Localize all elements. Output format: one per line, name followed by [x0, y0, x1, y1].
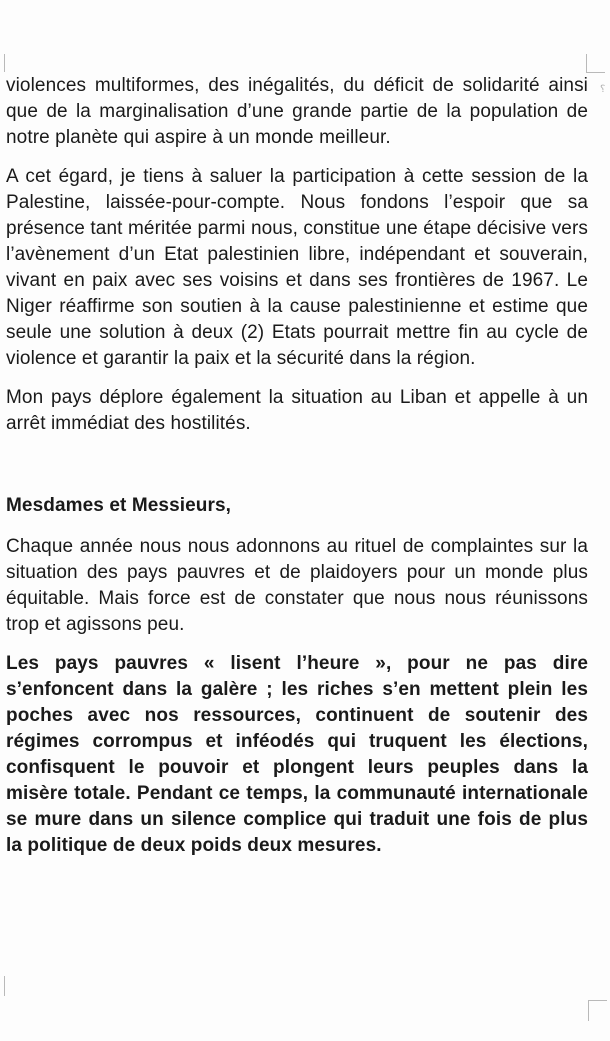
paragraph-complaintes: Chaque année nous nous adonnons au rituel de complaintes sur la situation des pays pauvres et de plaidoyers pour un monde plus équitable. Mais force est de constater que nous nous réunissons trop et agissons peu. [6, 536, 588, 635]
paragraph-violences: violences multiformes, des inégalités, du déficit de solidarité ainsi que de la marginalisation d’une grande partie de la population de notre planète qui aspire à un monde meilleur. [6, 75, 588, 148]
crop-mark-top-right [586, 54, 605, 73]
crop-mark-bottom-left [4, 976, 5, 996]
paragraph-palestine: A cet égard, je tiens à saluer la participation à cette session de la Palestine, laissée-pour-compte. Nous fondons l’espoir que sa présence tant méritée parmi nous, constitue une étape décisive vers l’avènement d’un Etat palestinien libre, indépendant et souverain, vivant en paix avec ses voisins et dans ses frontières de 1967. Le Niger réaffirme son soutien à la cause palestinienne et estime que seule une solution à deux (2) Etats pourrait mettre fin au cycle de violence et garantir la paix et la sécurité dans la région. [6, 166, 588, 369]
salutation-heading: Mesdames et Messieurs, [6, 495, 232, 516]
paragraph-pays-pauvres: Les pays pauvres « lisent l’heure », pour ne pas dire s’enfoncent dans la galère ; les riches s’en mettent plein les poches avec nos ressources, continuent de soutenir des régimes corrompus et inféodés qui truquent les élections, confisquent le pouvoir et plongent leurs peuples dans la misère totale. Pendant ce temps, la communauté internationale se mure dans un silence complice qui traduit une fois de plus la politique de deux poids deux mesures. [6, 653, 588, 856]
paragraph-liban: Mon pays déplore également la situation au Liban et appelle à un arrêt immédiat des hostilités. [6, 387, 588, 434]
crop-mark-top-left [4, 54, 5, 72]
document-body [6, 73, 588, 870]
crop-mark-bottom-right [588, 1000, 607, 1021]
margin-marker-icon: ⸮ [600, 84, 606, 95]
